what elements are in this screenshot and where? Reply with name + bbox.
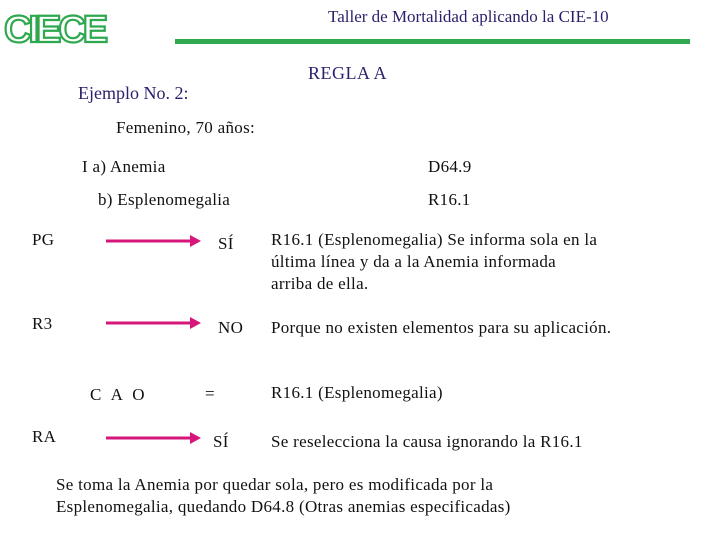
rule-name-r3: R3 xyxy=(32,314,53,333)
cause-code-b: R16.1 xyxy=(428,190,471,209)
arrow-icon xyxy=(106,431,201,445)
conclusion-line: Se toma la Anemia por quedar sola, pero es modificada por la xyxy=(56,475,494,494)
explanation-line: R16.1 (Esplenomegalia) Se informa sola en la xyxy=(271,230,598,249)
arrow-icon xyxy=(106,234,201,248)
rule-explanation-cao: R16.1 (Esplenomegalia) xyxy=(271,383,443,402)
conclusion xyxy=(56,474,696,518)
rule-answer-ra: SÍ xyxy=(213,432,229,451)
explanation-line: última línea y da a la Anemia informada xyxy=(271,252,557,271)
rule-answer-pg: SÍ xyxy=(218,234,234,253)
cause-line-b: b) Esplenomegalia xyxy=(98,190,231,209)
cause-code-a: D64.9 xyxy=(428,157,472,176)
cause-line-a: I a) Anemia xyxy=(82,157,166,176)
rule-name-ra: RA xyxy=(32,427,57,446)
header-divider xyxy=(175,39,690,44)
explanation-line: arriba de ella. xyxy=(271,274,369,293)
case-description: Femenino, 70 años: xyxy=(116,118,256,137)
rule-name-cao: C A O xyxy=(90,385,148,404)
rule-name-pg: PG xyxy=(32,230,55,249)
conclusion-line: Esplenomegalia, quedando D64.8 (Otras anemias especificadas) xyxy=(56,497,511,516)
arrow-icon xyxy=(106,316,201,330)
example-label: Ejemplo No. 2: xyxy=(78,83,189,103)
logo-text: CIECE xyxy=(4,9,106,51)
rule-answer-r3: NO xyxy=(218,318,244,337)
rule-answer-cao: = xyxy=(205,384,215,403)
rule-explanation-pg xyxy=(271,229,691,295)
rule-explanation-r3: Porque no existen elementos para su aplicación. xyxy=(271,318,612,337)
page-title: Taller de Mortalidad aplicando la CIE-10 xyxy=(328,7,609,26)
ciece-logo xyxy=(2,2,106,51)
rule-explanation-ra: Se reselecciona la causa ignorando la R16.1 xyxy=(271,432,583,451)
rule-heading: REGLA A xyxy=(308,63,388,83)
